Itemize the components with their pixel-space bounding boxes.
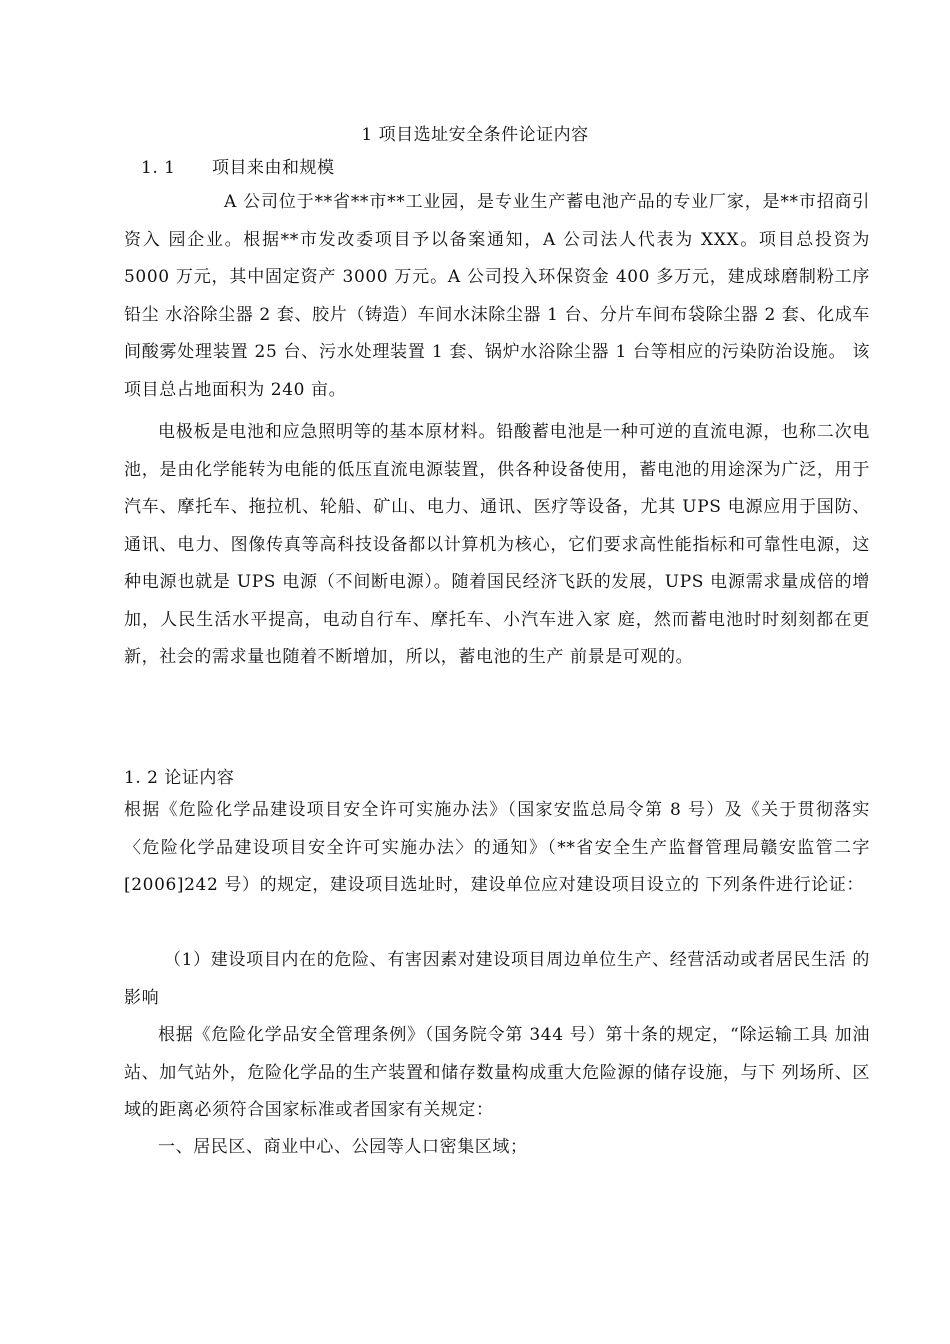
section-number: 1. 1 xyxy=(141,158,176,178)
paragraph-regulation-basis: 根据《危险化学品建设项目安全许可实施办法》（国家安监总局令第 8 号）及《关于贯彻落实〈危险化学品建设项目安全许可实施办法〉的通知》（**省安全生产监督管理局赣安监管二字[2006]242 号）的规定，建设项目选址时，建设单位应对建设项目设立的 下列条件进行论证： xyxy=(124,800,870,895)
paragraph-item-1: （1）建设项目内在的危险、有害因素对建设项目周边单位生产、经营活动或者居民生活 的影响 xyxy=(124,950,870,1008)
paragraph-clause-1: 一、居民区、商业中心、公园等人口密集区域； xyxy=(158,1137,528,1157)
section-1-2-heading: 1. 2 论证内容 xyxy=(124,768,235,788)
paragraph-company-intro: A 公司位于**省**市**工业园，是专业生产蓄电池产品的专业厂家，是**市招商引资入 园企业。根据**市发改委项目予以备案通知，A 公司法人代表为 XXX。项目总投资为 5000 万元，其中固定资产 3000 万元。A 公司投入环保资金 400 多万元，建成球磨制粉工序铅尘 水浴除尘器 2 套、胶片（铸造）车间水沫除尘器 1 台、分片车间布袋除尘器 2 套、化成车 间酸雾处理装置 25 台、污水处理装置 1 套、锅炉水浴除尘器 1 台等相应的污染防治设施。 该项目总占地面积为 240 亩。 xyxy=(124,192,870,400)
paragraph-regulation-article: 根据《危险化学品安全管理条例》（国务院令第 344 号）第十条的规定，“除运输工具 加油站、加气站外，危险化学品的生产装置和储存数量构成重大危险源的储存设施，与下 列场所、区域的距离必须符合国家标准或者国家有关规定： xyxy=(124,1025,870,1120)
paragraph-battery-background: 电极板是电池和应急照明等的基本原材料。铅酸蓄电池是一种可逆的直流电源，也称二次电池，是由化学能转为电能的低压直流电源装置，供各种设备使用，蓄电池的用途深为广泛，用于汽车、摩托车、拖拉机、轮船、矿山、电力、通讯、医疗等设备，尤其 UPS 电源应用于国防、通讯、电力、图像传真等高科技设备都以计算机为核心，它们要求高性能指标和可靠性电源，这种电源也就是 UPS 电源（不间断电源）。随着国民经济飞跃的发展，UPS 电源需求量成倍的增加，人民生活水平提高，电动自行车、摩托车、小汽车进入家 庭，然而蓄电池时时刻刻都在更新，社会的需求量也随着不断增加，所以，蓄电池的生产 前景是可观的。 xyxy=(124,422,870,667)
document-title: 1 项目选址安全条件论证内容 xyxy=(361,125,589,145)
section-heading: 项目来由和规模 xyxy=(212,158,335,178)
